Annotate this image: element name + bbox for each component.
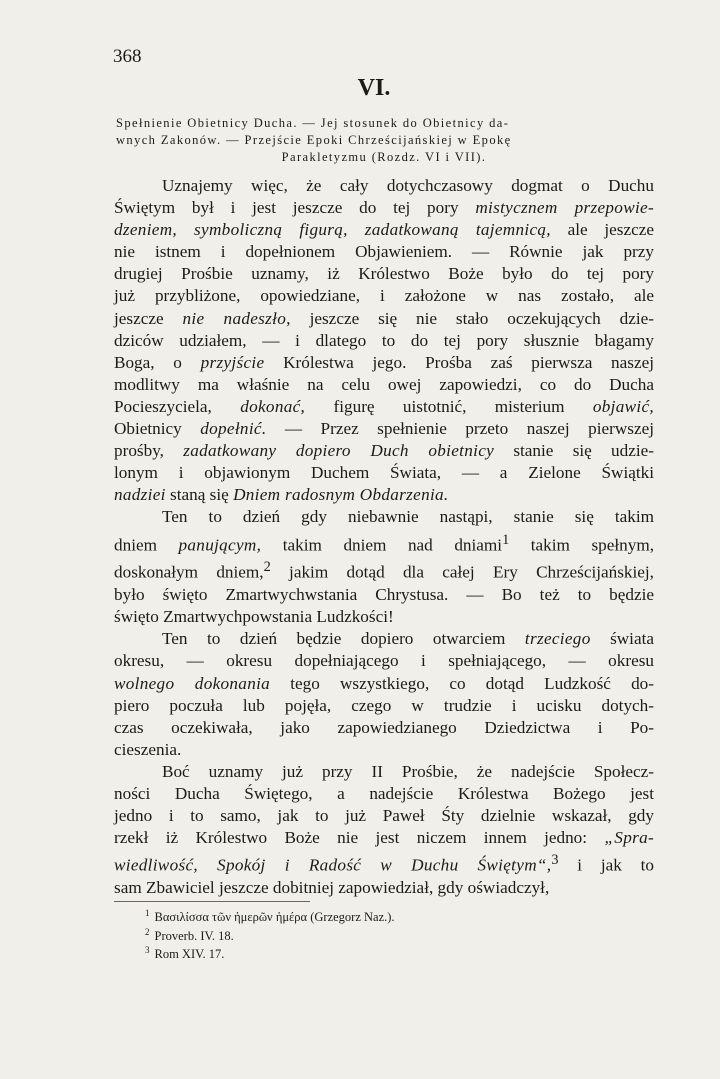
page-number: 368: [113, 46, 142, 67]
text-line: Boga, o przyjście Królestwa jego. Prośba zaś pierwsza naszej: [114, 352, 654, 372]
body-text: [114, 175, 654, 899]
text-line: dniem panującym, takim dniem nad dniami$^1$ takim spełnym,: [114, 531, 655, 555]
text-line: jedno i to samo, jak to już Paweł Śty dzielnie wskazał, gdy: [114, 806, 654, 826]
text-line: Ten to dzień będzie dopiero otwarciem trzeciego świata: [162, 629, 654, 649]
text-line: wolnego dokonania tego wszystkiego, co dotąd Ludzkość do-: [114, 673, 654, 693]
footnote: [145, 943, 505, 962]
text-line: sam Zbawiciel jeszcze dobitniej zapowiedział, gdy oświadczył,: [114, 878, 550, 898]
text-line: piero poczuła lub pojęła, czego w trudzie i ucisku dotych-: [114, 695, 654, 715]
text-line: Pocieszyciela, dokonać, figurę uistotnić, misterium objawić,: [114, 396, 654, 416]
text-line: Uznajemy więc, że cały dotychczasowy dogmat o Duchu: [162, 176, 654, 195]
text-line: lonym i objawionym Duchem Świata, — a Zielone Świątki: [114, 463, 654, 483]
text-line: prośby, zadatkowany dopiero Duch obietnicy stanie się udzie-: [114, 441, 654, 461]
text-line: modlitwy ma właśnie na celu owej zapowiedzi, co do Ducha: [114, 374, 654, 394]
text-line: drugiej Prośbie uznamy, iż Królestwo Boże było do tej pory: [114, 264, 654, 284]
footnote-mark: 2: [145, 926, 150, 937]
text-line: rzekł iż Królestwo Boże nie jest niczem innem jedno: „Spra-: [114, 828, 654, 848]
summary-line: Spełnienie Obietnicy Ducha. — Jej stosunek do Obietnicy da-: [116, 116, 510, 130]
text-line: czas oczekiwała, jako zapowiedzianego Dziedzictwa i Po-: [114, 717, 654, 737]
text-line: cieszenia.: [114, 739, 182, 759]
text-line: nadziei staną się Dniem radosnym Obdarzenia.: [114, 485, 449, 505]
footnote-text: Proverb. IV. 18.: [154, 928, 234, 943]
text-line: Boć uznamy już przy II Prośbie, że nadejście Społecz-: [162, 761, 654, 781]
footnote-mark: 3: [145, 945, 150, 956]
footnotes: [145, 906, 505, 962]
footnote-mark: 1: [145, 908, 150, 918]
chapter-heading: VI.: [357, 75, 391, 101]
text-line: jeszcze nie nadeszło, jeszcze się nie stało oczekujących dzie-: [114, 308, 654, 328]
text-line: święto Zmartwychpowstania Ludzkości!: [114, 607, 394, 627]
footnote-divider: [114, 901, 310, 902]
footnote: [145, 925, 505, 944]
footnote-text: Rom XIV. 17.: [154, 947, 225, 962]
text-line: doskonałym dniem,$^2$ jakim dotąd dla całej Ery Chrześcijańskiej,: [114, 559, 654, 583]
chapter-summary: [116, 115, 652, 166]
text-line: Obietnicy dopełnić. — Przez spełnienie przeto naszej pierwszej: [114, 419, 655, 439]
footnote: [145, 906, 505, 925]
text-line: Świętym był i jest jeszcze do tej pory mistycznem przepowie-: [114, 198, 654, 218]
text-line: Ten to dzień gdy niebawnie nastąpi, stanie się takim: [162, 507, 654, 527]
text-line: dziców udziałem, — i dlatego to do tej pory słusznie błagamy: [114, 330, 654, 350]
summary-line: wnych Zakonów. — Przejście Epoki Chrześcijańskiej w Epokę: [116, 133, 512, 147]
text-line: wiedliwość, Spokój i Radość w Duchu Świętym“,$^3$ i jak to: [114, 852, 654, 876]
text-line: już przybliżone, opowiedziane, i założone w nas zostało, ale: [114, 286, 654, 306]
text-line: nie istnem i dopełnionem Objawieniem. — Równie jak przy: [114, 242, 654, 262]
text-line: okresu, — okresu dopełniającego i spełniającego, — okresu: [114, 651, 654, 671]
text-line: było święto Zmartwychwstania Chrystusa. — Bo też to będzie: [114, 585, 654, 605]
text-line: dzeniem, symboliczną figurą, zadatkowaną tajemnicą, ale jeszcze: [114, 220, 654, 240]
summary-line: Parakletyzmu (Rozdz. VI i VII).: [281, 150, 487, 164]
footnote-text: Βασιλίσσα τῶν ἡμερῶν ἡμέρα (Grzegorz Naz.).: [154, 910, 395, 925]
text-line: ności Ducha Świętego, a nadejście Królestwa Bożego jest: [114, 784, 654, 803]
